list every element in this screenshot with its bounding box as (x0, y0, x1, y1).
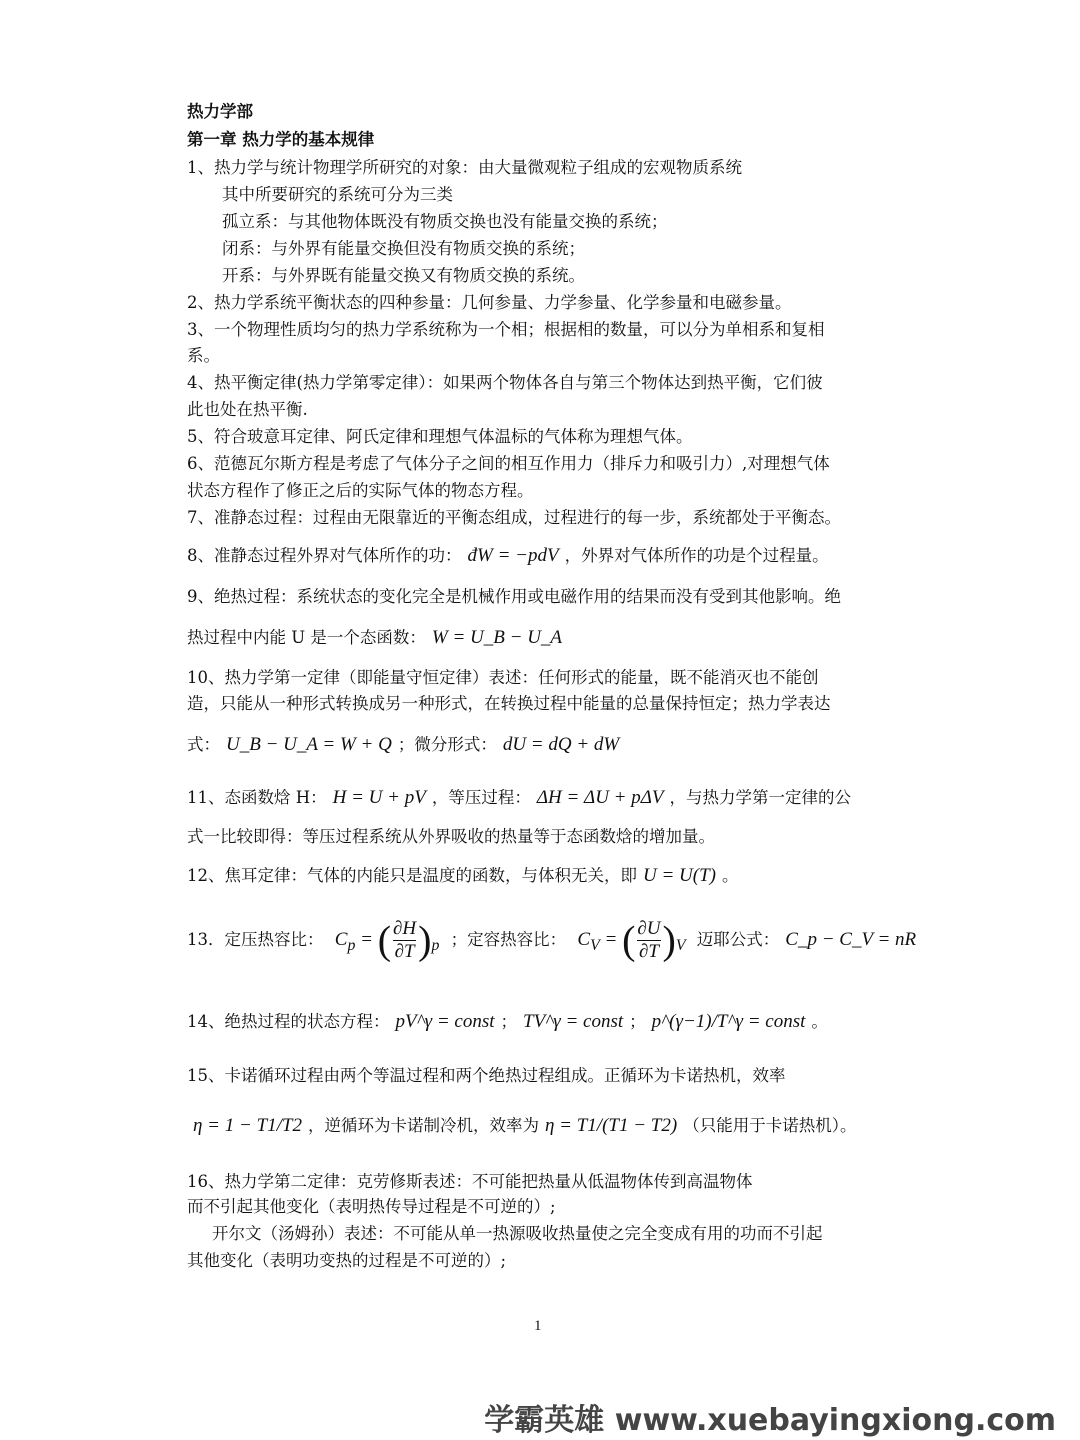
item-16-kelvin: 开尔文（汤姆孙）表述：不可能从单一热源吸收热量使之完全变成有用的功而不引起 (212, 1224, 823, 1243)
item-7: 7、准静态过程：过程由无限靠近的平衡态组成，过程进行的每一步，系统都处于平衡态。 (187, 508, 841, 527)
item-4: 4、热平衡定律(热力学第零定律）：如果两个物体各自与第三个物体达到热平衡，它们彼 (187, 373, 823, 392)
item-15-formulas: η = 1 − T1/T2 ，逆循环为卡诺制冷机，效率为 η = T1/(T1 − T2) （只能用于卡诺热机）。 (193, 1115, 857, 1136)
item-1: 1、热力学与统计物理学所研究的对象：由大量微观粒子组成的宏观物质系统 (187, 158, 742, 177)
item-13: 13．定压热容比： $C_p$ = ( $\frac{\partial H}{\partial T}$ )$_p$ ；定容热容比： $C_V$ = ( $\frac{\partial U}{\partial T}$ )$_V$ 迈耶公式： C_p − C_V = nR (187, 917, 917, 963)
item-6: 6、范德瓦尔斯方程是考虑了气体分子之间的相互作用力（排斥力和吸引力）,对理想气体 (187, 454, 830, 473)
section-title: 热力学部 (187, 102, 253, 121)
item-5: 5、符合玻意耳定律、阿氏定律和理想气体温标的气体称为理想气体。 (187, 427, 693, 446)
item-10-formulas: 式： U_B − U_A = W + Q ；微分形式： dU = dQ + dW (187, 734, 620, 755)
formula-adiabatic-2: TV^γ = const (523, 1011, 624, 1032)
item-1-closed: 闭系：与外界有能量交换但没有物质交换的系统； (222, 239, 585, 258)
item-11: 11、态函数焓 H： H = U + pV ，等压过程： ΔH = ΔU + pΔV ，与热力学第一定律的公 (187, 787, 851, 808)
item-10-cont: 造，只能从一种形式转换成另一种形式，在转换过程中能量的总量保持恒定；热力学表达 (187, 694, 831, 713)
item-8: 8、准静态过程外界对气体所作的功： đW = −pdV ，外界对气体所作的功是个过程量。 (187, 545, 829, 566)
item-3-cont: 系。 (187, 346, 220, 365)
formula-carnot-refrigerator: η = T1/(T1 − T2) (544, 1115, 678, 1136)
formula-mayer: C_p − C_V = nR (785, 929, 917, 950)
formula-joule: U = U(T) (643, 865, 716, 886)
formula-work: đW = −pdV (467, 545, 559, 566)
formula-first-law-differential: dU = dQ + dW (502, 734, 620, 755)
item-2: 2、热力学系统平衡状态的四种参量：几何参量、力学参量、化学参量和电磁参量。 (187, 293, 792, 312)
page-number: 1 (534, 1318, 542, 1334)
item-10: 10、热力学第一定律（即能量守恒定律）表述：任何形式的能量，既不能消灭也不能创 (187, 668, 819, 687)
item-12: 12、焦耳定律：气体的内能只是温度的函数，与体积无关，即 U = U(T) 。 (187, 865, 739, 886)
formula-first-law: U_B − U_A = W + Q (226, 734, 392, 755)
item-9-cont: 热过程中内能 U 是一个态函数： W = U_B − U_A (187, 627, 563, 648)
item-3: 3、一个物理性质均匀的热力学系统称为一个相；根据相的数量，可以分为单相系和复相 (187, 320, 825, 339)
item-6-cont: 状态方程作了修正之后的实际气体的物态方程。 (187, 481, 534, 500)
formula-carnot-efficiency: η = 1 − T1/T2 (193, 1115, 302, 1136)
item-1-open: 开系：与外界既有能量交换又有物质交换的系统。 (222, 266, 585, 285)
chapter-heading: 第一章 热力学的基本规律 (187, 130, 375, 149)
watermark: 学霸英雄 www.xuebayingxiong.com (484, 1403, 1056, 1438)
item-9: 9、绝热过程：系统状态的变化完全是机械作用或电磁作用的结果而没有受到其他影响。绝 (187, 587, 841, 606)
item-16-cont: 而不引起其他变化（表明热传导过程是不可逆的）; (187, 1197, 556, 1216)
formula-adiabatic-work: W = U_B − U_A (431, 627, 563, 648)
formula-enthalpy: H = U + pV (332, 787, 426, 808)
item-15: 15、卡诺循环过程由两个等温过程和两个绝热过程组成。正循环为卡诺热机，效率 (187, 1066, 786, 1085)
item-4-cont: 此也处在热平衡. (187, 400, 308, 419)
item-1-sub: 其中所要研究的系统可分为三类 (222, 185, 453, 204)
formula-cp: $C_p$ = ( $\frac{\partial H}{\partial T}$ )$_p$ (334, 917, 440, 963)
formula-isobaric: ΔH = ΔU + pΔV (536, 787, 664, 808)
item-16: 16、热力学第二定律：克劳修斯表述：不可能把热量从低温物体传到高温物体 (187, 1172, 753, 1191)
item-11-cont: 式一比较即得：等压过程系统从外界吸收的热量等于态函数焓的增加量。 (187, 827, 715, 846)
formula-adiabatic-1: pV^γ = const (395, 1011, 495, 1032)
item-14: 14、绝热过程的状态方程： pV^γ = const ； TV^γ = const ； p^(γ−1)/T^γ = const 。 (187, 1011, 828, 1032)
item-1-isolated: 孤立系：与其他物体既没有物质交换也没有能量交换的系统； (222, 212, 668, 231)
formula-adiabatic-3: p^(γ−1)/T^γ = const (651, 1011, 806, 1032)
item-16-kelvin-cont: 其他变化（表明功变热的过程是不可逆的）; (187, 1251, 507, 1270)
formula-cv: $C_V$ = ( $\frac{\partial U}{\partial T}$ )$_V$ (577, 917, 686, 963)
